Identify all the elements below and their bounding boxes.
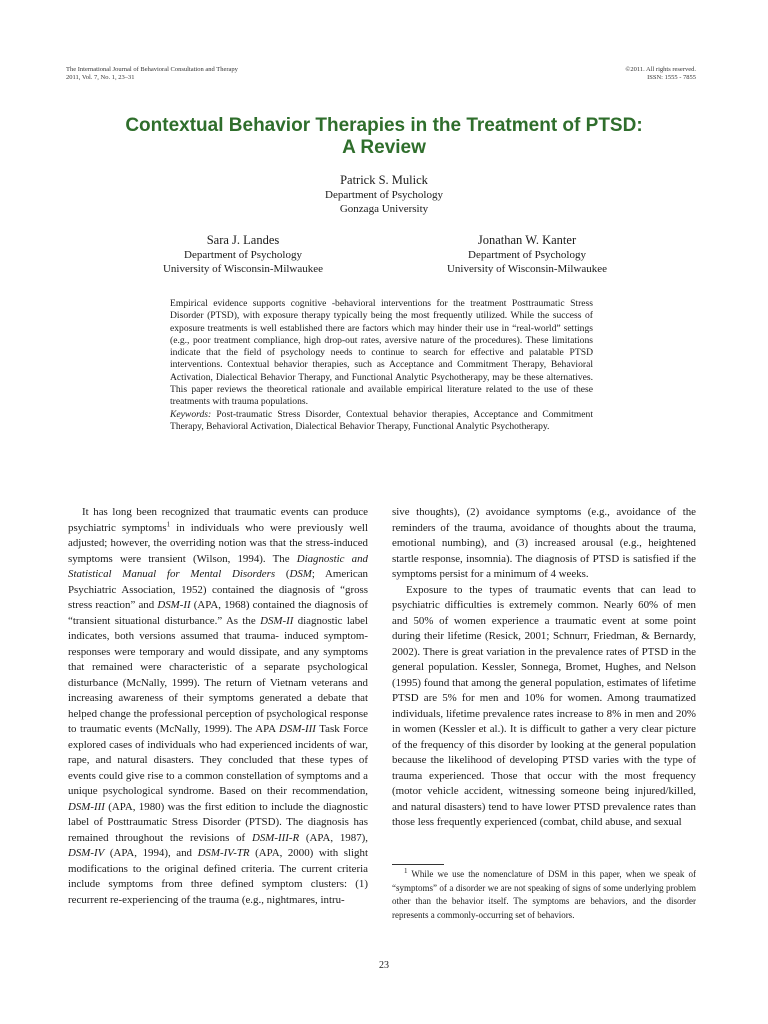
journal-volume: 2011, Vol. 7, No. 1, 23–31 <box>66 74 135 81</box>
author-block-3 <box>404 233 650 276</box>
author-block-1 <box>234 173 534 216</box>
body-column-right <box>392 505 696 831</box>
author-university: Gonzaga University <box>339 202 429 215</box>
abstract <box>170 298 593 433</box>
author-department: Department of Psychology <box>184 249 302 261</box>
issn: ISSN: 1555 - 7855 <box>647 74 696 81</box>
keywords-text: Post-traumatic Stress Disorder, Contextual behavior therapies, Acceptance and Commitment Therapy, Behavioral Activation, Dialectical Behavior Therapy, Functional Analytic Psychotherapy. <box>170 408 593 432</box>
author-department: Department of Psychology <box>468 249 586 261</box>
title-line-1: Contextual Behavior Therapies in the Treatment of PTSD: <box>125 115 643 136</box>
keywords-label: Keywords: <box>170 408 212 420</box>
author-university: University of Wisconsin-Milwaukee <box>162 262 324 275</box>
body-column-left <box>68 505 368 908</box>
author-block-2 <box>120 233 366 276</box>
copyright-notice: ©2011. All rights reserved. <box>625 66 696 73</box>
title-line-2: A Review <box>342 137 426 158</box>
abstract-text: Empirical evidence supports cognitive -behavioral interventions for the treatment Posttraumatic Stress Disorder (PTSD), with exposure therapy typically being the most frequently utilized. While the success of exposure treatments is well established there are factors which may hinder their use in “real-world” settings (e.g., poor treatment compliance, high drop-out rates, aversive nature of the procedures). These limitations indicate that the field of psychology needs to continue to search for effective and palatable PTSD interventions. Contextual behavior therapies, such as Acceptance and Commitment Therapy, Behavioral Activation, Dialectical Behavior Therapy, and Functional Analytic Psychotherapy, may be these alternatives. This paper reviews the theoretical rationale and available empirical literature related to the use of these treatments with trauma populations. <box>170 298 593 408</box>
author-department: Department of Psychology <box>325 189 443 201</box>
author-name: Sara J. Landes <box>206 233 280 247</box>
footnote <box>392 868 696 922</box>
journal-header <box>66 66 238 82</box>
journal-name: The International Journal of Behavioral Consultation and Therapy <box>66 66 238 73</box>
body-paragraph: It has long been recognized that traumatic events can produce psychiatric symptoms$^1$ in individuals who were previously well adjusted; however, the overriding notion was that the stress-induced symptoms were transient (Wilson, 1994). The Diagnostic and Statistical Manual for Mental Disorders (DSM; American Psychiatric Association, 1952) contained the diagnosis of “gross stress reaction” and DSM-II (APA, 1968) contained the diagnosis of “transient situational disturbance.” As the DSM-II diagnostic label indicates, both versions assumed that trauma- induced symptom-responses were temporary and would dissipate, and any symptoms that remained were characteristic of a separate psychological disturbance (McNally, 1999). The return of Vietnam veterans and increasing awareness of their symptoms generated a debate that helped change the professional perception of psychological response to traumatic events (McNally, 1999). The APA DSM-III Task Force explored cases of individuals who had experienced incidents of war, rape, and natural disasters. They concluded that these types of events could give rise to a common constellation of symptoms and a unique psychological syndrome. Based on their recommendation, DSM-III (APA, 1980) was the first edition to include the diagnostic label of Posttraumatic Stress Disorder (PTSD). The diagnosis has remained throughout the revisions of DSM-III-R (APA, 1987), DSM-IV (APA, 1994), and DSM-IV-TR (APA, 2000) with slight modifications to the original defined criteria. The current criteria include symptoms from three defined symptom clusters: (1) recurrent re-experiencing of the trauma (e.g., nightmares, intru- <box>68 506 369 906</box>
footnote-divider <box>392 864 444 865</box>
author-name: Jonathan W. Kanter <box>477 233 577 247</box>
rights-header <box>625 66 696 82</box>
page-number: 23 <box>379 960 389 971</box>
footnote-mark: 1 <box>404 867 408 875</box>
body-paragraph: Exposure to the types of traumatic events that can lead to psychiatric difficulties is extremely common. Nearly 60% of men and 50% of women experience a traumatic event at some point during their lifetime (Resick, 2001; Schnurr, Friedman, & Bernardy, 2002). There is great variation in the prevalence rates of PTSD in the general population. Kessler, Sonnega, Bromet, Hughes, and Nelson (1995) found that among the general population, estimates of lifetime PTSD are 5% for men and 10% for women. Among traumatized individuals, lifetime prevalence rates increase to 8% in men and 20% in women (Kessler et al.). It is difficult to gather a very clear picture of the frequency of this disorder by looking at the general population because the likelihood of developing PTSD varies with the type of trauma experienced. Those that occur with the most frequency (motor vehicle accident, witnessing someone being injured/killed, and natural disasters) tend to have lower PTSD prevalence rates than those less frequently experienced (combat, child abuse, and sexual <box>392 583 696 828</box>
paper-title <box>0 115 768 159</box>
footnote-text: While we use the nomenclature of DSM in this paper, when we speak of “symptoms” of a disorder we are not speaking of signs of some underlying problem other than the behavior itself. The symptoms are behaviors, and the disorder represents a commonly-occurring set of behaviors. <box>392 869 696 920</box>
keywords <box>170 409 593 434</box>
author-university: University of Wisconsin-Milwaukee <box>446 262 608 275</box>
body-paragraph: sive thoughts), (2) avoidance symptoms (e.g., avoidance of the reminders of the trauma, avoidance of thoughts about the trauma, emotional numbing), and (3) increased arousal (e.g., heightened startle response, insomnia). The diagnosis of PTSD is satisfied if the symptoms persist for a minimum of 4 weeks. <box>392 506 696 580</box>
author-name: Patrick S. Mulick <box>340 173 428 187</box>
footnote-ref: 1 <box>166 519 171 528</box>
